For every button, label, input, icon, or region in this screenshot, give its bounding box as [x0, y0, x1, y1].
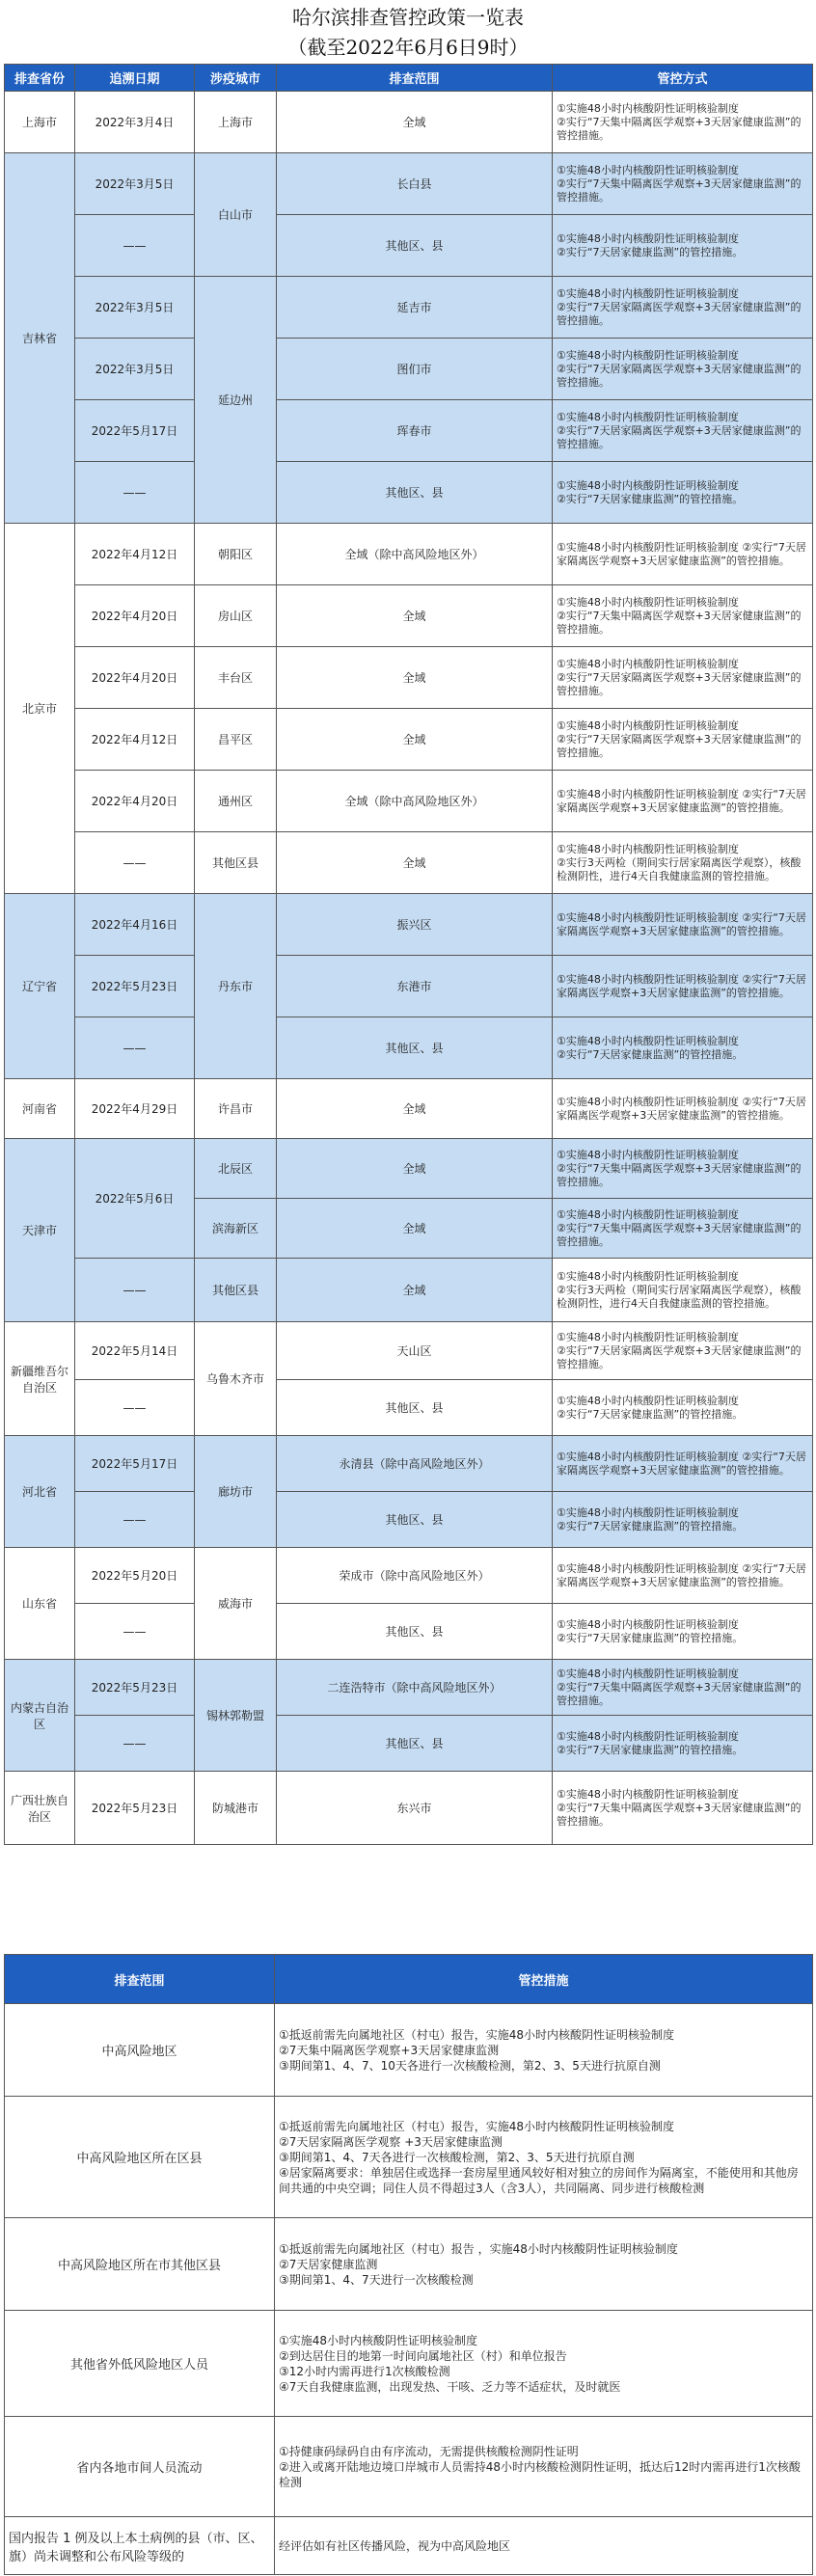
province-cell: 上海市 [5, 92, 75, 153]
policy-cell: ①实施48小时内核酸阴性证明核验制度 ②实行“7天居家隔离医学观察+3天居家健康监测”的管控措施。 [553, 709, 813, 771]
table-row [5, 153, 813, 215]
city-cell: 北辰区 [195, 1139, 277, 1199]
scope-cell: 全域 [277, 1199, 553, 1259]
date-cell: 2022年4月12日 [75, 709, 195, 771]
policy-cell: ①实施48小时内核酸阴性证明核验制度 ②实行“7天居家隔离医学观察+3天居家健康监测”的管控措施。 [553, 771, 813, 832]
table-row [5, 832, 813, 894]
column-header: 追溯日期 [75, 65, 195, 92]
table-row [5, 1772, 813, 1845]
policy-cell: ①抵返前需先向属地社区（村屯）报告 ，实施48小时内核酸阴性证明核验制度 ②7天居家健康监测 ③期间第1、4、7天进行一次核酸检测 [275, 2218, 813, 2311]
table-row [5, 1548, 813, 1604]
table-row [5, 1139, 813, 1199]
table-row [5, 894, 813, 956]
city-cell: 锡林郭勒盟 [195, 1660, 277, 1772]
table-row [5, 2004, 813, 2097]
date-cell: —— [75, 1017, 195, 1079]
policy-cell: ①实施48小时内核酸阴性证明核验制度 ②实行“7天居家隔离医学观察+3天居家健康监测”的管控措施。 [553, 894, 813, 956]
scope-cell: 荣成市（除中高风险地区外） [277, 1548, 553, 1604]
policy-cell: 经评估如有社区传播风险，视为中高风险地区 [275, 2517, 813, 2575]
date-cell: 2022年4月12日 [75, 524, 195, 585]
date-cell: 2022年5月23日 [75, 956, 195, 1017]
scope-cell: 长白县 [277, 153, 553, 215]
date-cell: 2022年3月5日 [75, 339, 195, 400]
page-title: 哈尔滨排查管控政策一览表 [292, 6, 524, 29]
column-header: 排查范围 [277, 65, 553, 92]
policy-cell: ①实施48小时内核酸阴性证明核验制度 ②实行“7天居家隔离医学观察+3天居家健康监测”的管控措施。 [553, 400, 813, 462]
scope-cell: 延吉市 [277, 277, 553, 339]
policy-cell: ①实施48小时内核酸阴性证明核验制度 ②实行“7天居家健康监测”的管控措施。 [553, 1017, 813, 1079]
scope-cell: 全域 [277, 709, 553, 771]
table-row [5, 1604, 813, 1660]
scope-cell: 全域 [277, 832, 553, 894]
table-row [5, 1716, 813, 1772]
date-cell: —— [75, 462, 195, 524]
policy-cell: ①实施48小时内核酸阴性证明核验制度 ②实行“7天居家隔离医学观察+3天居家健康监测”的管控措施。 [553, 956, 813, 1017]
table-row [5, 215, 813, 277]
table-row [5, 1322, 813, 1380]
scope-cell: 全域（除中高风险地区外） [277, 771, 553, 832]
scope-cell: 全域（除中高风险地区外） [277, 524, 553, 585]
column-header: 涉疫城市 [195, 65, 277, 92]
column-header: 排查范围 [5, 1955, 275, 2004]
table-row [5, 1259, 813, 1322]
date-cell: 2022年5月14日 [75, 1322, 195, 1380]
scope-cell: 其他区、县 [277, 1716, 553, 1772]
table-row [5, 462, 813, 524]
policy-cell: ①抵返前需先向属地社区（村屯）报告，实施48小时内核酸阴性证明核验制度 ②7天居家隔离医学观察 +3天居家健康监测 ③期间第1、4、7天各进行一次核酸检测，第2、3、5天进行抗原自测 ④居家隔离要求：单独居住或选择一套房屋里通风较好相对独立的房间作为隔离室，不能使用和其他房间共通的中央空调；同住人员不得超过3人（含3人），共同隔离、同步进行核酸检测 [275, 2097, 813, 2218]
date-cell: 2022年5月17日 [75, 1436, 195, 1492]
column-header: 管控方式 [553, 65, 813, 92]
scope-cell: 全域 [277, 92, 553, 153]
scope-cell: 中高风险地区所在区县 [5, 2097, 275, 2218]
date-cell: 2022年4月20日 [75, 647, 195, 709]
table-row [5, 2218, 813, 2311]
date-cell: 2022年4月16日 [75, 894, 195, 956]
province-cell: 新疆维吾尔自治区 [5, 1322, 75, 1436]
scope-cell: 省内各地市间人员流动 [5, 2417, 275, 2517]
province-cell: 辽宁省 [5, 894, 75, 1079]
city-cell: 许昌市 [195, 1079, 277, 1139]
policy-cell: ①实施48小时内核酸阴性证明核验制度 ②实行“7天集中隔离医学观察+3天居家健康监测”的管控措施。 [553, 585, 813, 647]
city-cell: 防城港市 [195, 1772, 277, 1845]
policy-cell: ①实施48小时内核酸阴性证明核验制度 ②实行“7天居家隔离医学观察+3天居家健康监测”的管控措施。 [553, 277, 813, 339]
policy-cell: ①实施48小时内核酸阴性证明核验制度 ②实行“7天居家隔离医学观察+3天居家健康监测”的管控措施。 [553, 1322, 813, 1380]
table-row [5, 1492, 813, 1548]
province-cell: 山东省 [5, 1548, 75, 1660]
date-cell: 2022年5月20日 [75, 1548, 195, 1604]
date-cell: —— [75, 1380, 195, 1436]
policy-cell: ①实施48小时内核酸阴性证明核验制度 ②实行“7天居家隔离医学观察+3天居家健康监测”的管控措施。 [553, 1436, 813, 1492]
policy-cell: ①实施48小时内核酸阴性证明核验制度 ②实行“7天集中隔离医学观察+3天居家健康监测”的管控措施。 [553, 1660, 813, 1716]
table-row [5, 647, 813, 709]
policy-cell: ①持健康码绿码自由有序流动，无需提供核酸检测阴性证明 ②进入或离开陆地边境口岸城市人员需持48小时内核酸检测阴性证明，抵达后12时内需再进行1次核酸检测 [275, 2417, 813, 2517]
date-cell: 2022年5月23日 [75, 1772, 195, 1845]
policy-cell: ①实施48小时内核酸阴性证明核验制度 ②实行3天两检（期间实行居家隔离医学观察），核酸检测阴性，进行4天自我健康监测的管控措施。 [553, 1259, 813, 1322]
city-cell: 乌鲁木齐市 [195, 1322, 277, 1436]
scope-cell: 其他区、县 [277, 1380, 553, 1436]
province-cell: 河南省 [5, 1079, 75, 1139]
table-row [5, 2517, 813, 2575]
policy-cell: ①实施48小时内核酸阴性证明核验制度 ②实行“7天居家健康监测”的管控措施。 [553, 462, 813, 524]
table-row [5, 1380, 813, 1436]
city-cell: 其他区县 [195, 1259, 277, 1322]
table-header-row [5, 65, 813, 92]
policy-cell: ①实施48小时内核酸阴性证明核验制度 ②实行“7天居家隔离医学观察+3天居家健康监测”的管控措施。 [553, 1548, 813, 1604]
city-cell: 廊坊市 [195, 1436, 277, 1548]
table-row [5, 339, 813, 400]
date-cell: —— [75, 832, 195, 894]
scope-cell: 全域 [277, 1259, 553, 1322]
province-cell: 吉林省 [5, 153, 75, 524]
scope-cell: 东兴市 [277, 1772, 553, 1845]
table-row [5, 1660, 813, 1716]
table-row [5, 2417, 813, 2517]
policy-cell: ①实施48小时内核酸阴性证明核验制度 ②实行“7天居家健康监测”的管控措施。 [553, 1380, 813, 1436]
scope-cell: 中高风险地区所在市其他区县 [5, 2218, 275, 2311]
table-row [5, 1017, 813, 1079]
city-cell: 丰台区 [195, 647, 277, 709]
risk-area-policy-table [4, 1954, 813, 2575]
table-row [5, 1436, 813, 1492]
city-cell: 朝阳区 [195, 524, 277, 585]
city-cell: 滨海新区 [195, 1199, 277, 1259]
date-cell: —— [75, 215, 195, 277]
policy-cell: ①抵返前需先向属地社区（村屯）报告，实施48小时内核酸阴性证明核验制度 ②7天集中隔离医学观察+3天居家健康监测 ③期间第1、4、7、10天各进行一次核酸检测，第2、3、5天进行抗原自测 [275, 2004, 813, 2097]
table-row [5, 524, 813, 585]
scope-cell: 其他区、县 [277, 462, 553, 524]
table-row [5, 709, 813, 771]
table-row [5, 585, 813, 647]
table-row [5, 92, 813, 153]
table-header-row [5, 1955, 813, 2004]
policy-cell: ①实施48小时内核酸阴性证明核验制度 ②实行“7天集中隔离医学观察+3天居家健康监测”的管控措施。 [553, 92, 813, 153]
table-row [5, 2311, 813, 2417]
date-cell: 2022年5月6日 [75, 1139, 195, 1259]
page-subtitle: （截至2022年6月6日9时） [287, 36, 529, 59]
scope-cell: 全域 [277, 1139, 553, 1199]
province-cell: 广西壮族自治区 [5, 1772, 75, 1845]
scope-cell: 东港市 [277, 956, 553, 1017]
city-cell: 威海市 [195, 1548, 277, 1660]
province-cell: 河北省 [5, 1436, 75, 1548]
policy-cell: ①实施48小时内核酸阴性证明核验制度 ②实行“7天居家隔离医学观察+3天居家健康监测”的管控措施。 [553, 339, 813, 400]
city-cell: 丹东市 [195, 894, 277, 1079]
date-cell: 2022年3月4日 [75, 92, 195, 153]
city-cell: 上海市 [195, 92, 277, 153]
city-cell: 白山市 [195, 153, 277, 277]
scope-cell: 中高风险地区 [5, 2004, 275, 2097]
scope-cell: 其他区、县 [277, 1604, 553, 1660]
table-row [5, 2097, 813, 2218]
table-row [5, 277, 813, 339]
scope-cell: 振兴区 [277, 894, 553, 956]
policy-cell: ①实施48小时内核酸阴性证明核验制度 ②实行“7天居家隔离医学观察+3天居家健康监测”的管控措施。 [553, 524, 813, 585]
policy-cell: ①实施48小时内核酸阴性证明核验制度 ②到达居住目的地第一时间向属地社区（村）和单位报告 ③12小时内需再进行1次核酸检测 ④7天自我健康监测，出现发热、干咳、乏力等不适症状，及时就医 [275, 2311, 813, 2417]
scope-cell: 二连浩特市（除中高风险地区外） [277, 1660, 553, 1716]
regional-policy-table [4, 64, 813, 1845]
province-cell: 内蒙古自治区 [5, 1660, 75, 1772]
policy-cell: ①实施48小时内核酸阴性证明核验制度 ②实行“7天居家健康监测”的管控措施。 [553, 1604, 813, 1660]
policy-cell: ①实施48小时内核酸阴性证明核验制度 ②实行“7天集中隔离医学观察+3天居家健康监测”的管控措施。 [553, 1199, 813, 1259]
policy-cell: ①实施48小时内核酸阴性证明核验制度 ②实行“7天居家健康监测”的管控措施。 [553, 215, 813, 277]
scope-cell: 全域 [277, 647, 553, 709]
city-cell: 延边州 [195, 277, 277, 524]
policy-cell: ①实施48小时内核酸阴性证明核验制度 ②实行3天两检（期间实行居家隔离医学观察），核酸检测阴性，进行4天自我健康监测的管控措施。 [553, 832, 813, 894]
policy-cell: ①实施48小时内核酸阴性证明核验制度 ②实行“7天居家隔离医学观察+3天居家健康监测”的管控措施。 [553, 647, 813, 709]
scope-cell: 其他省外低风险地区人员 [5, 2311, 275, 2417]
date-cell: —— [75, 1604, 195, 1660]
table-row [5, 1079, 813, 1139]
scope-cell: 珲春市 [277, 400, 553, 462]
date-cell: —— [75, 1716, 195, 1772]
policy-cell: ①实施48小时内核酸阴性证明核验制度 ②实行“7天集中隔离医学观察+3天居家健康监测”的管控措施。 [553, 153, 813, 215]
scope-cell: 其他区、县 [277, 215, 553, 277]
date-cell: —— [75, 1492, 195, 1548]
scope-cell: 全域 [277, 1079, 553, 1139]
date-cell: 2022年5月23日 [75, 1660, 195, 1716]
date-cell: 2022年4月20日 [75, 771, 195, 832]
scope-cell: 永清县（除中高风险地区外） [277, 1436, 553, 1492]
policy-cell: ①实施48小时内核酸阴性证明核验制度 ②实行“7天居家健康监测”的管控措施。 [553, 1492, 813, 1548]
policy-cell: ①实施48小时内核酸阴性证明核验制度 ②实行“7天集中隔离医学观察+3天居家健康监测”的管控措施。 [553, 1772, 813, 1845]
table-row [5, 400, 813, 462]
policy-cell: ①实施48小时内核酸阴性证明核验制度 ②实行“7天集中隔离医学观察+3天居家健康监测”的管控措施。 [553, 1139, 813, 1199]
city-cell: 通州区 [195, 771, 277, 832]
scope-cell: 其他区、县 [277, 1492, 553, 1548]
date-cell: 2022年4月20日 [75, 585, 195, 647]
table-row [5, 956, 813, 1017]
column-header: 排查省份 [5, 65, 75, 92]
scope-cell: 国内报告 1 例及以上本土病例的县（市、区、旗）尚未调整和公布风险等级的 [5, 2517, 275, 2575]
city-cell: 其他区县 [195, 832, 277, 894]
date-cell: 2022年4月29日 [75, 1079, 195, 1139]
policy-cell: ①实施48小时内核酸阴性证明核验制度 ②实行“7天居家隔离医学观察+3天居家健康监测”的管控措施。 [553, 1079, 813, 1139]
scope-cell: 图们市 [277, 339, 553, 400]
table-row [5, 771, 813, 832]
date-cell: 2022年3月5日 [75, 153, 195, 215]
scope-cell: 其他区、县 [277, 1017, 553, 1079]
date-cell: 2022年5月17日 [75, 400, 195, 462]
city-cell: 房山区 [195, 585, 277, 647]
date-cell: —— [75, 1259, 195, 1322]
column-header: 管控措施 [275, 1955, 813, 2004]
scope-cell: 天山区 [277, 1322, 553, 1380]
province-cell: 北京市 [5, 524, 75, 894]
province-cell: 天津市 [5, 1139, 75, 1322]
city-cell: 昌平区 [195, 709, 277, 771]
policy-cell: ①实施48小时内核酸阴性证明核验制度 ②实行“7天居家健康监测”的管控措施。 [553, 1716, 813, 1772]
scope-cell: 全域 [277, 585, 553, 647]
date-cell: 2022年3月5日 [75, 277, 195, 339]
